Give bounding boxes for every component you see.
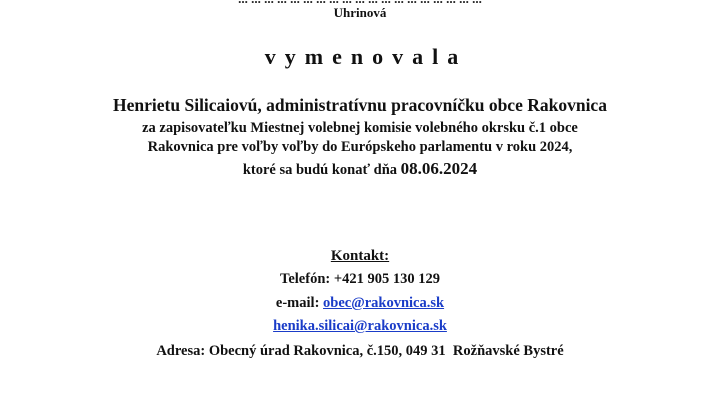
- election-date: 08.06.2024: [400, 159, 478, 178]
- email-label: e-mail:: [275, 295, 320, 311]
- appointment-role-line: za zapisovateľku Miestnej volebnej komisie volebného okrsku č.1 obce: [142, 120, 578, 136]
- email-line: [0, 295, 720, 312]
- phone-number[interactable]: +421 905 130 129: [333, 271, 440, 287]
- appointee-line: Henrietu Silicaiovú, administratívnu pracovníčku obce Rakovnica: [113, 95, 607, 115]
- address-label: Adresa:: [156, 343, 206, 359]
- appointment-date-line: [0, 159, 720, 179]
- signatory-name: Uhrinová: [333, 5, 387, 20]
- date-prefix: ktoré sa budú konať dňa: [242, 162, 398, 178]
- address-value: Obecný úrad Rakovnica, č.150, 049 31 Rožňavské Bystré: [208, 343, 564, 359]
- phone-label: Telefón:: [280, 271, 331, 287]
- document-title: vymenovala: [264, 44, 468, 69]
- contact-heading: Kontakt:: [330, 248, 390, 264]
- address-line: [0, 343, 720, 360]
- appointment-election-line: Rakovnica pre voľby voľby do Európskeho parlamentu v roku 2024,: [147, 139, 573, 155]
- email-link-henika[interactable]: henika.silicai@rakovnica.sk: [273, 318, 447, 334]
- phone-line: [0, 271, 720, 288]
- email-line-2: [0, 318, 720, 335]
- email-link-obec[interactable]: obec@rakovnica.sk: [323, 295, 445, 311]
